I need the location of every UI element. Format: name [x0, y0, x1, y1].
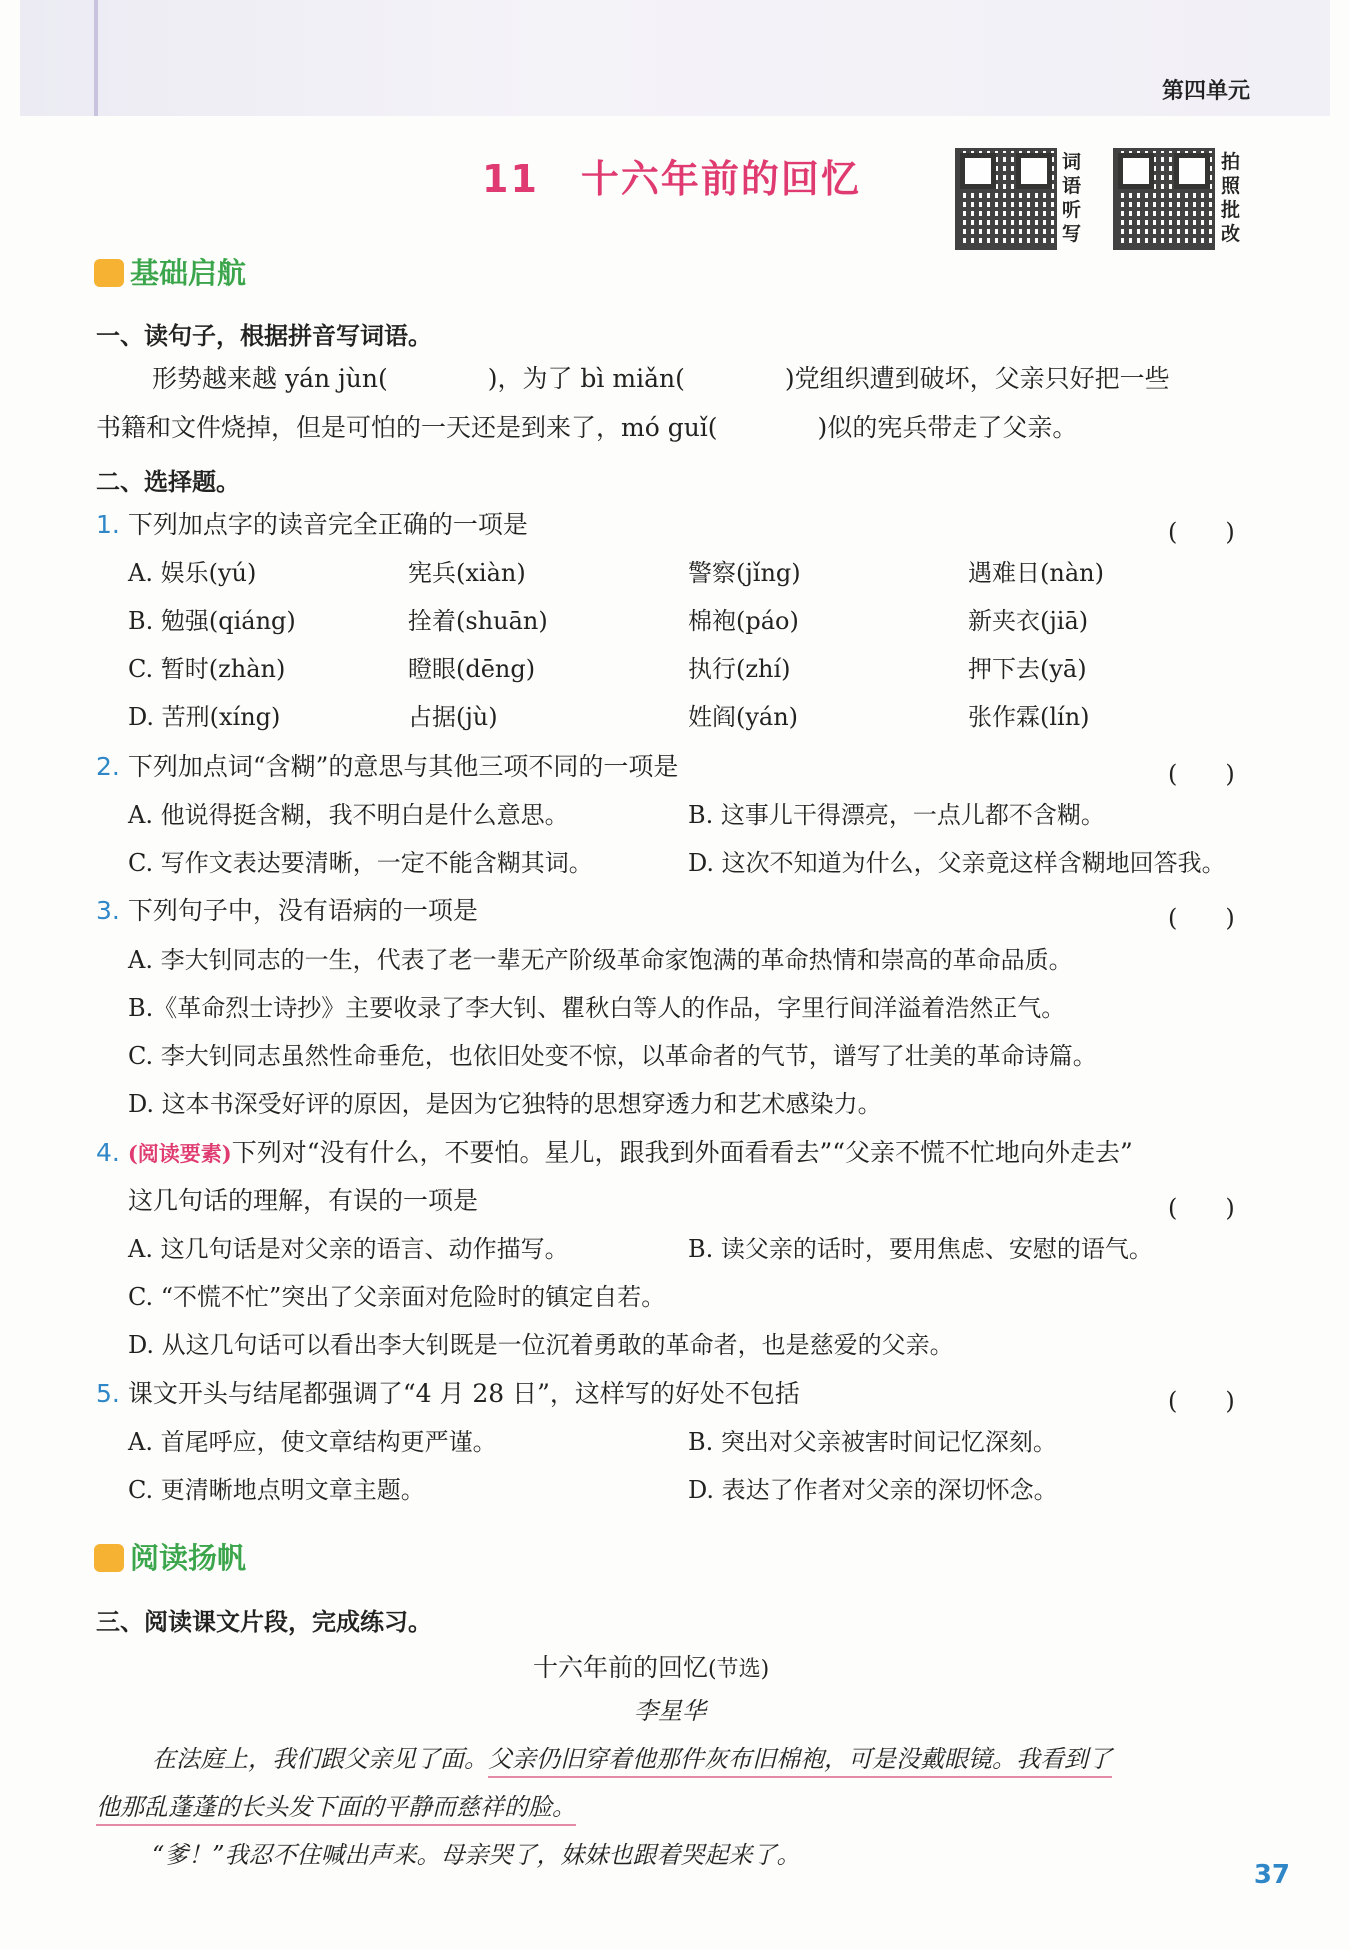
- sail-icon: [94, 1544, 124, 1572]
- qr-code-grading[interactable]: [1113, 148, 1215, 250]
- lesson-title: [482, 148, 861, 203]
- item5-opt-a: A. 首尾呼应，使文章结构更严谨。: [128, 1428, 497, 1456]
- item4-number: 4.: [96, 1138, 120, 1167]
- item3-opt-a: A. 李大钊同志的一生，代表了老一辈无产阶级革命家饱满的革命热情和崇高的革命品质。: [128, 946, 1073, 974]
- page-number: 37: [1253, 1860, 1290, 1890]
- item1-opt-a3: 警察(jǐng): [688, 559, 801, 587]
- item3-opt-d: D. 这本书深受好评的原因，是因为它独特的思想穿透力和艺术感染力。: [128, 1090, 882, 1118]
- item2-answer-paren[interactable]: ( ): [1168, 760, 1235, 788]
- section-basics: [94, 251, 246, 292]
- passage-author: 李星华: [634, 1697, 706, 1725]
- item1-stem: [96, 510, 528, 540]
- passage-title-text: 十六年前的回忆: [533, 1653, 709, 1682]
- item1-opt-c1: C. 暂时(zhàn): [128, 655, 286, 683]
- item1-stem-text: 下列加点字的读音完全正确的一项是: [127, 510, 528, 539]
- item3-stem-text: 下列句子中，没有语病的一项是: [127, 896, 478, 925]
- section-reading-title: 阅读扬帆: [130, 1541, 247, 1575]
- passage-p1-underlined-2: 他那乱蓬蓬的长头发下面的平静而慈祥的脸。: [96, 1793, 576, 1826]
- item4-stem-text: 下列对“没有什么，不要怕。星儿，跟我到外面看看去”“父亲不慌不忙地向外走去”: [231, 1138, 1133, 1167]
- item4-stem: [96, 1138, 1133, 1169]
- item2-number: 2.: [96, 752, 120, 781]
- item1-opt-c3: 执行(zhí): [688, 655, 791, 683]
- margin-line: [94, 0, 98, 116]
- item1-opt-d1: D. 苦刑(xíng): [128, 703, 281, 731]
- item1-opt-b3: 棉袍(páo): [688, 607, 799, 635]
- item4-opt-b: B. 读父亲的话时，要用焦虑、安慰的语气。: [688, 1235, 1153, 1263]
- qr-label-dictation: 词语听写: [1062, 151, 1082, 245]
- q1-line1: 形势越来越 yán jùn( )，为了 bì miǎn( )党组织遭到破坏，父亲只好把一些: [152, 364, 1170, 393]
- item4-opt-a: A. 这几句话是对父亲的语言、动作描写。: [128, 1235, 569, 1263]
- item1-opt-d4: 张作霖(lín): [968, 703, 1090, 731]
- item5-opt-c: C. 更清晰地点明文章主题。: [128, 1476, 425, 1504]
- lesson-title-text: 十六年前的回忆: [580, 157, 861, 201]
- item2-stem-text: 下列加点词“含糊”的意思与其他三项不同的一项是: [127, 752, 679, 781]
- unit-label: 第四单元: [1161, 79, 1250, 104]
- item1-opt-a1: A. 娱乐(yú): [128, 559, 257, 587]
- passage-p1-line2: [96, 1792, 576, 1822]
- q3-heading: 三、阅读课文片段，完成练习。: [96, 1608, 432, 1636]
- item5-opt-b: B. 突出对父亲被害时间记忆深刻。: [688, 1428, 1057, 1456]
- item3-stem: [96, 896, 478, 926]
- item3-answer-paren[interactable]: ( ): [1168, 904, 1235, 932]
- item2-opt-c: C. 写作文表达要清晰，一定不能含糊其词。: [128, 849, 593, 877]
- item1-opt-b2: 拴着(shuān): [408, 607, 548, 635]
- item3-opt-b: B.《革命烈士诗抄》主要收录了李大钊、瞿秋白等人的作品，字里行间洋溢着浩然正气。: [128, 994, 1066, 1022]
- passage-title: [533, 1648, 769, 1684]
- q1-line2: 书籍和文件烧掉，但是可怕的一天还是到来了，mó guǐ( )似的宪兵带走了父亲。: [96, 413, 1078, 442]
- q2-heading: 二、选择题。: [96, 468, 240, 496]
- item1-number: 1.: [96, 510, 120, 539]
- passage-p1-line1: [152, 1744, 1112, 1774]
- passage-p2: “爹！”我忍不住喊出声来。母亲哭了，妹妹也跟着哭起来了。: [152, 1841, 801, 1869]
- lesson-number: 11: [482, 157, 539, 201]
- item4-opt-c: C. “不慌不忙”突出了父亲面对危险时的镇定自若。: [128, 1283, 666, 1311]
- item5-number: 5.: [96, 1379, 120, 1408]
- item1-opt-b1: B. 勉强(qiáng): [128, 607, 296, 635]
- item3-number: 3.: [96, 896, 120, 925]
- item4-stem2: 这几句话的理解，有误的一项是: [128, 1186, 479, 1215]
- item1-opt-a2: 宪兵(xiàn): [408, 559, 526, 587]
- item2-stem: [96, 752, 678, 782]
- header-band: [20, 0, 1330, 116]
- passage-p1-plain: 在法庭上，我们跟父亲见了面。: [152, 1745, 488, 1773]
- item5-stem: [96, 1379, 800, 1409]
- passage-note: (节选): [708, 1657, 770, 1682]
- item4-answer-paren[interactable]: ( ): [1168, 1194, 1235, 1222]
- passage-p1-underlined: 父亲仍旧穿着他那件灰布旧棉袍，可是没戴眼镜。我看到了: [488, 1745, 1112, 1778]
- item5-stem-text: 课文开头与结尾都强调了“4 月 28 日”，这样写的好处不包括: [127, 1379, 800, 1408]
- q1-heading: 一、读句子，根据拼音写词语。: [96, 322, 432, 350]
- item3-opt-c: C. 李大钊同志虽然性命垂危，也依旧处变不惊，以革命者的气节，谱写了壮美的革命诗篇。: [128, 1042, 1097, 1070]
- section-reading: [94, 1536, 246, 1577]
- item5-answer-paren[interactable]: ( ): [1168, 1387, 1235, 1415]
- item4-opt-d: D. 从这几句话可以看出李大钊既是一位沉着勇敢的革命者，也是慈爱的父亲。: [128, 1331, 954, 1359]
- item2-opt-b: B. 这事儿干得漂亮，一点儿都不含糊。: [688, 801, 1105, 829]
- qr-label-grading: 拍照批改: [1221, 151, 1241, 245]
- item2-opt-a: A. 他说得挺含糊，我不明白是什么意思。: [128, 801, 569, 829]
- item1-opt-a4: 遇难日(nàn): [968, 559, 1104, 587]
- item2-opt-d: D. 这次不知道为什么，父亲竟这样含糊地回答我。: [688, 849, 1226, 877]
- qr-code-dictation[interactable]: [955, 148, 1057, 250]
- section-basics-title: 基础启航: [130, 256, 247, 290]
- item1-opt-d2: 占据(jù): [408, 703, 498, 731]
- item4-tag: (阅读要素): [127, 1141, 232, 1166]
- item5-opt-d: D. 表达了作者对父亲的深切怀念。: [688, 1476, 1058, 1504]
- item1-opt-d3: 姓阎(yán): [688, 703, 799, 731]
- item1-opt-b4: 新夹衣(jiā): [968, 607, 1089, 635]
- item1-opt-c2: 瞪眼(dēng): [408, 655, 536, 683]
- item1-answer-paren[interactable]: ( ): [1168, 518, 1235, 546]
- bookmark-icon: [94, 259, 124, 287]
- item1-opt-c4: 押下去(yā): [968, 655, 1087, 683]
